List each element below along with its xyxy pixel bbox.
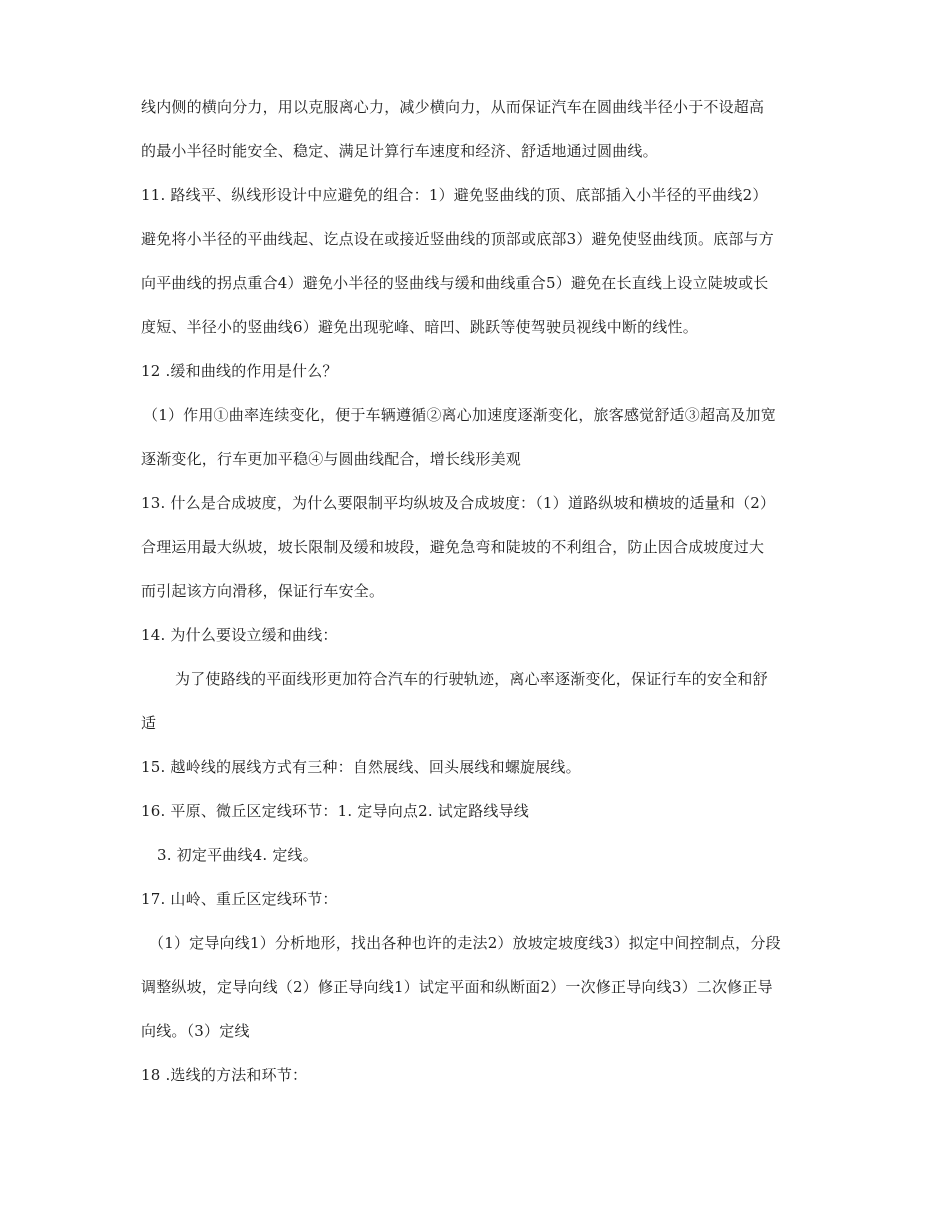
item-18-heading: 18 .选线的方法和环节： [141, 1066, 308, 1084]
text-line-6: 度短、半径小的竖曲线6）避免出现驼峰、暗凹、跳跃等使驾驶员视线中断的线性。 [141, 318, 698, 336]
item-15-heading: 15. 越岭线的展线方式有三种：自然展线、回头展线和螺旋展线。 [141, 758, 581, 776]
text-line-12: 而引起该方向滑移，保证行车安全。 [141, 582, 385, 600]
item-12-heading: 12 .缓和曲线的作用是什么？ [141, 362, 338, 380]
text-line-14: 为了使路线的平面线形更加符合汽车的行驶轨迹，离心率逐渐变化，保证行车的安全和舒 [175, 670, 768, 688]
text-line-1: 线内侧的横向分力，用以克服离心力，减少横向力，从而保证汽车在圆曲线半径小于不设超高 [141, 98, 765, 116]
text-line-22: 向线。（3）定线 [141, 1022, 250, 1040]
item-17-heading: 17. 山岭、重丘区定线环节： [141, 890, 338, 908]
text-line-15: 适 [141, 714, 157, 732]
text-line-8: （1）作用①曲率连续变化，便于车辆遵循②离心加速度逐渐变化，旅客感觉舒适③超高及加宽 [143, 406, 776, 424]
text-line-20: （1）定导向线1）分析地形，找出各种也许的走法2）放坡定坡度线3）拟定中间控制点，分段 [149, 934, 781, 952]
item-11-heading: 11. 路线平、纵线形设计中应避免的组合：1）避免竖曲线的顶、底部插入小半径的平曲线2） [141, 186, 768, 204]
item-16-heading: 16. 平原、微丘区定线环节：1. 定导向点2. 试定路线导线 [141, 802, 529, 820]
text-line-4: 避免将小半径的平曲线起、讫点设在或接近竖曲线的顶部或底部3）避免使竖曲线顶。底部与方 [141, 230, 774, 248]
text-line-18: 3. 初定平曲线4. 定线。 [157, 846, 318, 864]
text-line-11: 合理运用最大纵坡，坡长限制及缓和坡段，避免急弯和陡坡的不利组合，防止因合成坡度过大 [141, 538, 765, 556]
text-line-9: 逐渐变化，行车更加平稳④与圆曲线配合，增长线形美观 [141, 450, 522, 468]
text-line-2: 的最小半径时能安全、稳定、满足计算行车速度和经济、舒适地通过圆曲线。 [141, 142, 658, 160]
item-13-heading: 13. 什么是合成坡度，为什么要限制平均纵坡及合成坡度：（1）道路纵坡和横坡的适量和（2） [141, 494, 776, 512]
text-line-5: 向平曲线的拐点重合4）避免小半径的竖曲线与缓和曲线重合5）避免在长直线上设立陡坡或长 [141, 274, 769, 292]
text-line-21: 调整纵坡，定导向线（2）修正导向线1）试定平面和纵断面2）一次修正导向线3）二次修正导 [141, 978, 773, 996]
item-14-heading: 14. 为什么要设立缓和曲线： [141, 626, 338, 644]
